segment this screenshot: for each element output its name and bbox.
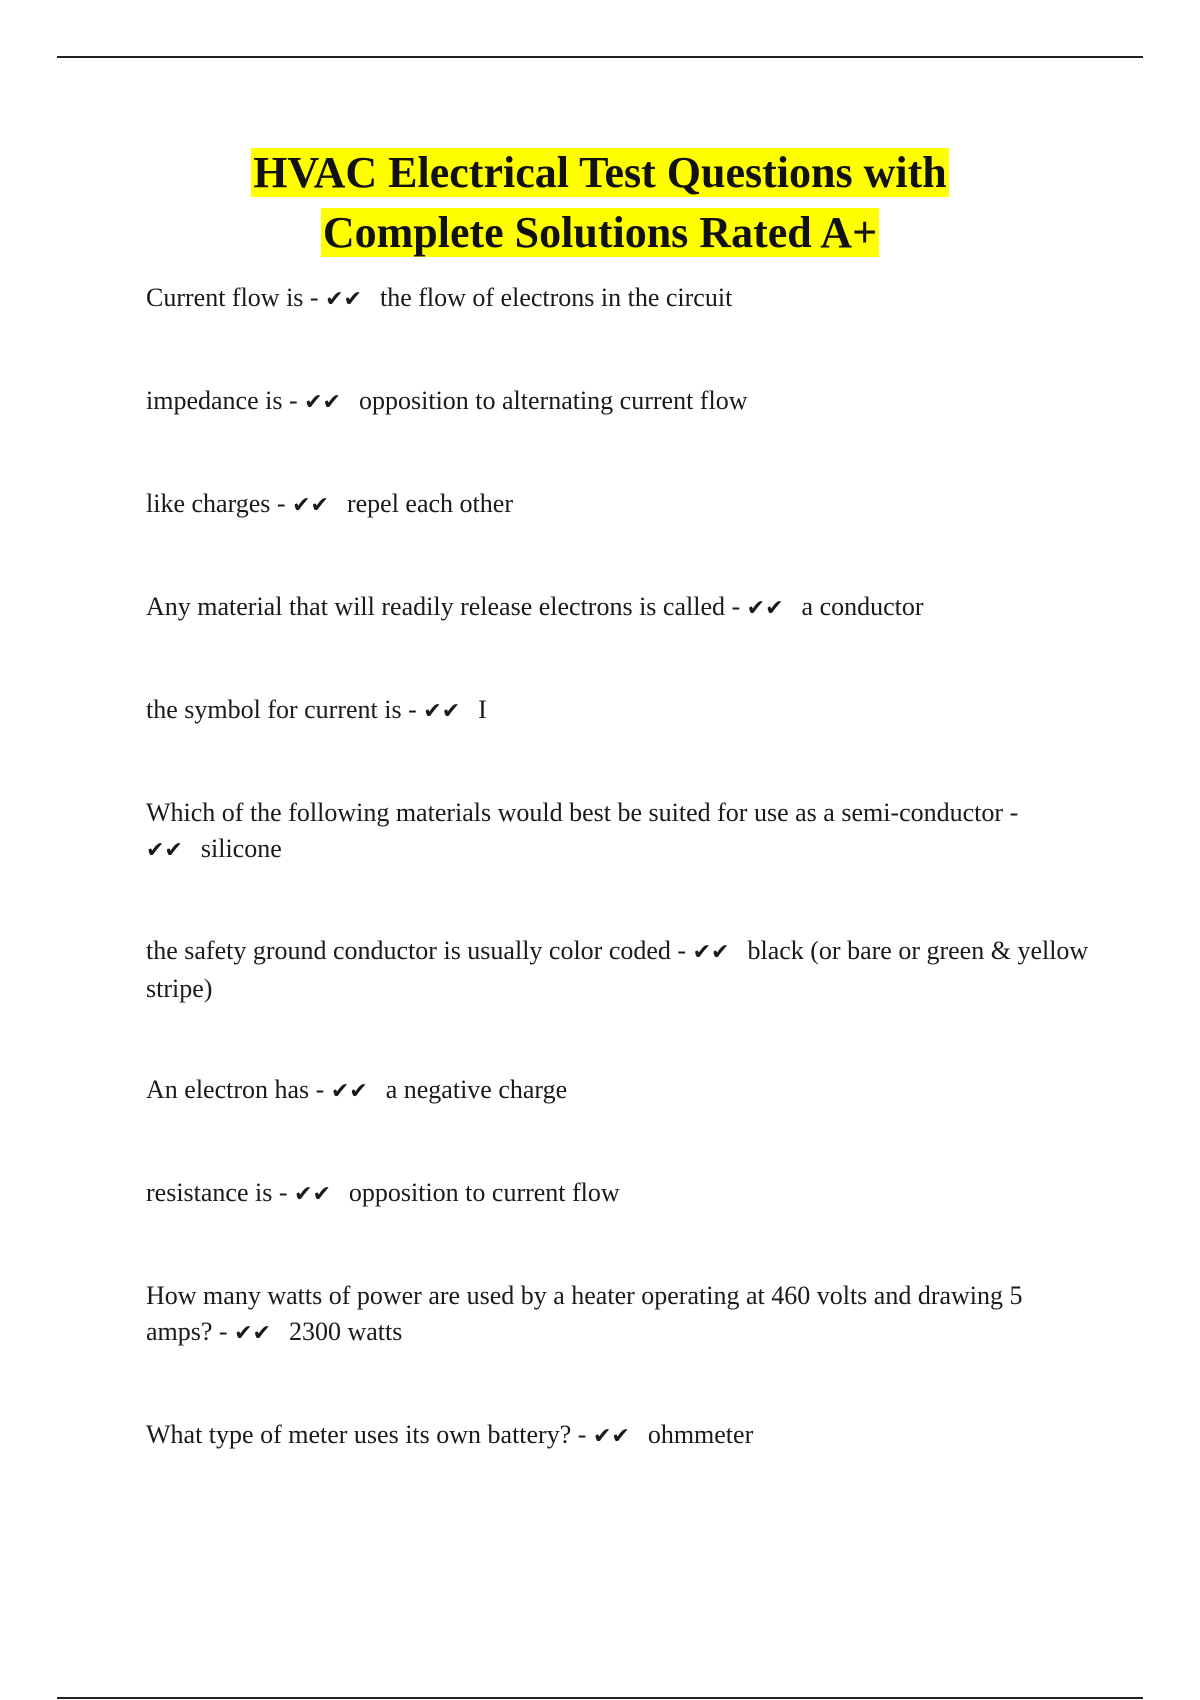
separator: -	[724, 592, 747, 621]
document-title	[0, 143, 1200, 263]
question-text: How many watts of power are used by a heater operating at 460 volts and drawing 5 amps?	[146, 1281, 1023, 1346]
question-text: impedance is	[146, 386, 283, 415]
qa-item	[146, 692, 1091, 730]
answer-text: repel each other	[346, 489, 513, 518]
qa-item	[146, 1072, 1091, 1110]
qa-item	[146, 795, 1091, 869]
question-text: the safety ground conductor is usually color coded	[146, 936, 671, 965]
qa-item	[146, 486, 1091, 524]
question-text: Which of the following materials would best be suited for use as a semi-conductor	[146, 798, 1004, 827]
check-mark-icon: ✔✔	[746, 596, 784, 621]
check-mark-icon: ✔✔	[330, 1079, 368, 1104]
separator: -	[212, 1317, 235, 1346]
check-mark-icon: ✔✔	[294, 1182, 331, 1207]
separator: -	[1003, 798, 1019, 827]
title-line-1: HVAC Electrical Test Questions with	[253, 148, 947, 197]
separator: -	[309, 1075, 331, 1104]
question-text: like charges	[146, 489, 271, 518]
check-mark-icon: ✔✔	[423, 699, 461, 724]
separator: -	[670, 936, 693, 965]
qa-item	[146, 1417, 1091, 1455]
check-mark-icon: ✔✔	[234, 1321, 271, 1346]
top-rule	[57, 56, 1143, 58]
qa-item	[146, 1278, 1091, 1352]
question-text: An electron has	[146, 1075, 310, 1104]
separator: -	[303, 283, 326, 312]
check-mark-icon: ✔✔	[304, 390, 341, 415]
qa-item	[146, 280, 1091, 318]
answer-text: a conductor	[801, 592, 924, 621]
bottom-rule	[57, 1697, 1143, 1699]
qa-item	[146, 1175, 1091, 1213]
qa-item	[146, 589, 1091, 627]
question-text: Current flow is	[146, 283, 304, 312]
question-text: resistance is	[146, 1178, 273, 1207]
separator: -	[282, 386, 305, 415]
answer-text: a negative charge	[385, 1075, 568, 1104]
check-mark-icon: ✔✔	[692, 940, 730, 965]
check-mark-icon: ✔✔	[146, 838, 183, 863]
check-mark-icon: ✔✔	[325, 287, 362, 312]
answer-text: silicone	[200, 834, 282, 863]
qa-item	[146, 383, 1091, 421]
answer-text: I	[478, 695, 487, 724]
question-text: Any material that will readily release electrons is called	[146, 592, 725, 621]
separator: -	[401, 695, 424, 724]
answer-text: opposition to alternating current flow	[359, 386, 748, 415]
answer-text: ohmmeter	[647, 1420, 754, 1449]
qa-item	[146, 933, 1091, 1007]
check-mark-icon: ✔✔	[592, 1424, 630, 1449]
check-mark-icon: ✔✔	[292, 493, 329, 518]
title-line-2: Complete Solutions Rated A+	[322, 208, 878, 257]
answer-text: black (or bare or green & yellow stripe)	[146, 936, 1089, 1003]
question-text: the symbol for current is	[146, 695, 402, 724]
separator: -	[270, 489, 293, 518]
answer-text: the flow of electrons in the circuit	[379, 283, 733, 312]
separator: -	[571, 1420, 593, 1449]
answer-text: opposition to current flow	[348, 1178, 620, 1207]
separator: -	[272, 1178, 295, 1207]
question-text: What type of meter uses its own battery?	[146, 1420, 572, 1449]
answer-text: 2300 watts	[288, 1317, 403, 1346]
